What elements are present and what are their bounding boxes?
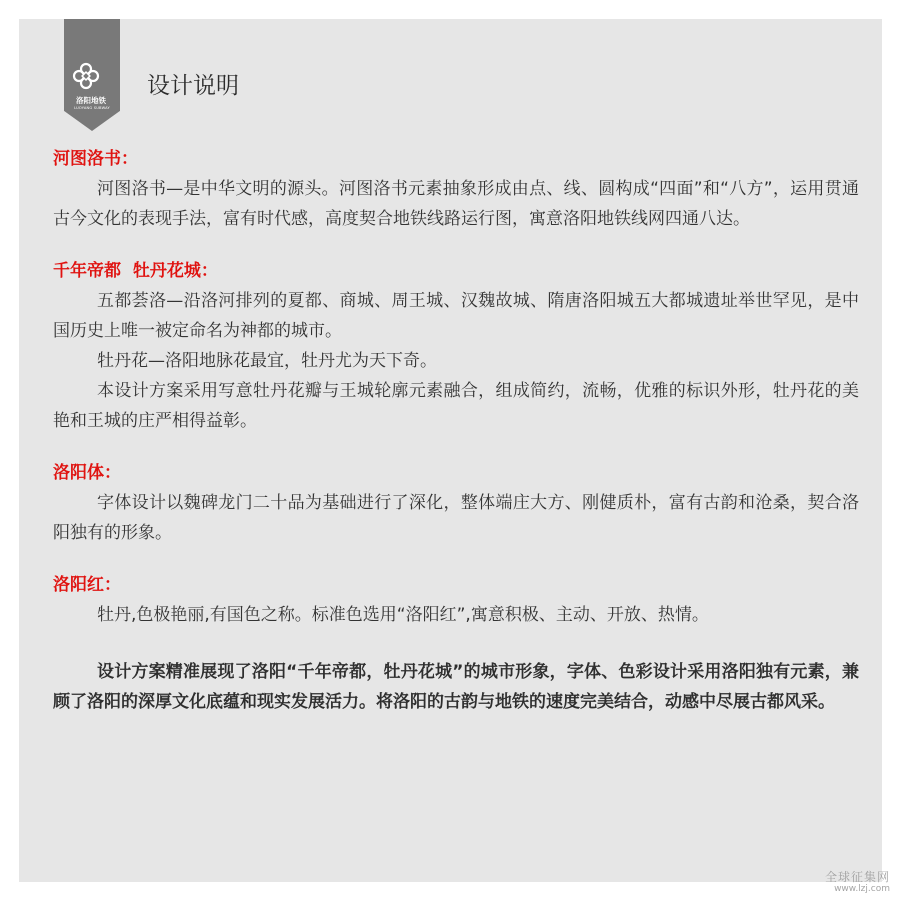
logo-chinese-text: 洛阳地铁 xyxy=(76,96,106,105)
section-paragraph: 牡丹,色极艳丽,有国色之称。标准色选用“洛阳红”,寓意积极、主动、开放、热情。 xyxy=(97,605,709,625)
section-heading: 千年帝都 牡丹花城： xyxy=(53,261,218,281)
summary-paragraph: 设计方案精准展现了洛阳“千年帝都，牡丹花城”的城市形象，字体、色彩设计采用洛阳独有元素，兼顾了洛阳的深厚文化底蕴和现实发展活力。将洛阳的古韵与地铁的速度完美结合，动感中尽展古都风采。 xyxy=(53,662,859,712)
watermark-url: www.lzj.com xyxy=(834,884,890,894)
section-paragraph: 牡丹花—洛阳地脉花最宜，牡丹尤为天下奇。 xyxy=(97,351,437,371)
watermark xyxy=(825,870,890,894)
logo-english-text: LUOYANG SUBWAY xyxy=(74,106,110,110)
section-heading: 洛阳红： xyxy=(53,575,121,595)
section-paragraph: 本设计方案采用写意牡丹花瓣与王城轮廓元素融合，组成简约，流畅，优雅的标识外形，牡丹花的美艳和王城的庄严相得益彰。 xyxy=(53,381,859,431)
section-luoyang-font xyxy=(53,458,859,548)
section-paragraph: 河图洛书—是中华文明的源头。河图洛书元素抽象形成由点、线、圆构成“四面”和“八方”，运用贯通古今文化的表现手法，富有时代感，高度契合地铁线路运行图，寓意洛阳地铁线网四通八达。 xyxy=(53,179,859,229)
watermark-text: 全球征集网 xyxy=(824,870,890,884)
document-body xyxy=(53,144,859,717)
section-heading: 洛阳体： xyxy=(53,463,121,483)
page-title: 设计说明 xyxy=(147,73,239,99)
section-ancient-capital xyxy=(53,256,859,436)
section-paragraph: 字体设计以魏碑龙门二十品为基础进行了深化，整体端庄大方、刚健质朴，富有古韵和沧桑，契合洛阳独有的形象。 xyxy=(53,493,859,543)
section-hetu-luoshu xyxy=(53,144,859,234)
section-luoyang-red xyxy=(53,570,859,630)
peony-emblem-icon xyxy=(72,62,100,90)
section-paragraph: 五都荟洛—沿洛河排列的夏都、商城、周王城、汉魏故城、隋唐洛阳城五大都城遗址举世罕见，是中国历史上唯一被定命名为神都的城市。 xyxy=(53,291,859,341)
section-heading: 河图洛书： xyxy=(53,149,138,169)
